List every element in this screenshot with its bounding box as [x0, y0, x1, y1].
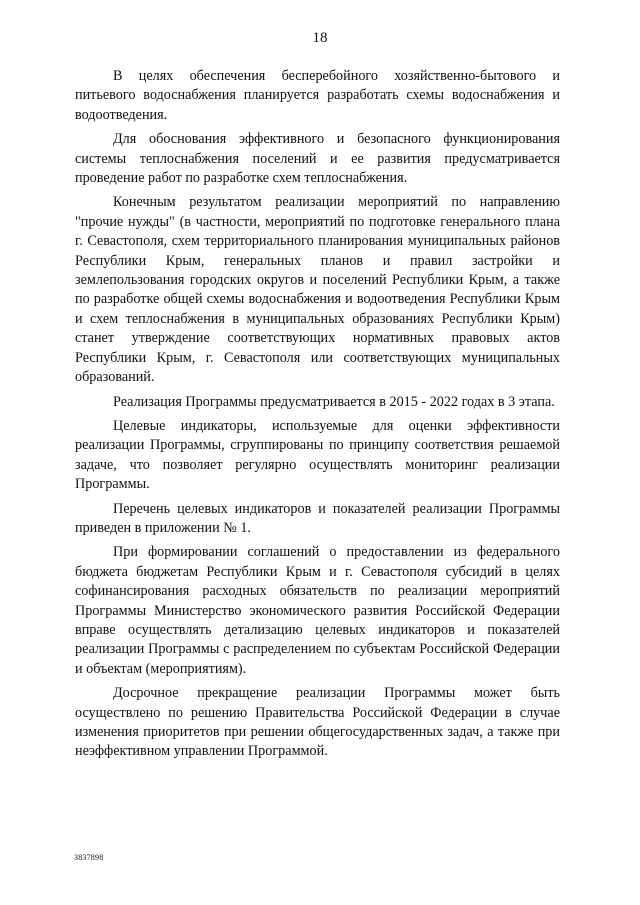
document-code: 3837898 [74, 853, 104, 862]
paragraph-heat-supply: Для обоснования эффективного и безопасного функционирования системы теплоснабжения поселений и ее развития предусматривается проведение работ по разработке схем теплоснабжения. [75, 131, 560, 187]
paragraph-subsidy-agreements: При формировании соглашений о предоставлении из федерального бюджета бюджетам Республики Крым и г. Севастополя субсидий в целях софинансирования расходных обязательств по реализации мероприятий Программы Министерство экономического развития Российской Федерации вправе осуществлять детализацию целевых индикаторов и показателей реализации Программы с распределением по субъектам Российской Федерации и объектам (мероприятиям). [75, 544, 560, 677]
paragraph-program-stages: Реализация Программы предусматривается в 2015 - 2022 годах в 3 этапа. [113, 393, 555, 410]
paragraph-water-supply: В целях обеспечения бесперебойного хозяйственно-бытового и питьевого водоснабжения планируется разработать схемы водоснабжения и водоотведения. [75, 68, 560, 123]
page-number: 18 [312, 30, 328, 46]
paragraph-target-indicators: Целевые индикаторы, используемые для оценки эффективности реализации Программы, сгруппированы по принципу соответствия решаемой задаче, что позволяет регулярно осуществлять мониторинг реализации Программы. [75, 417, 560, 493]
paragraph-final-result: Конечным результатом реализации мероприятий по направлению "прочие нужды" (в частности, мероприятий по подготовке генерального плана г. Севастополя, схем территориального планирования муниципальных районов Республики Крым, генеральных планов и правил застройки и землепользования городских округов и поселений Республики Крым, а также по разработке общей схемы водоснабжения и водоотведения Республики Крым и схем теплоснабжения в муниципальных образованиях Республики Крым) станет утверждение соответствующих нормативных правовых актов Республики Крым, г. Севастополя или соответствующих муниципальных образований. [75, 194, 560, 386]
paragraph-indicator-list: Перечень целевых индикаторов и показателей реализации Программы приведен в приложении № 1. [75, 500, 560, 536]
body-text [75, 67, 560, 767]
paragraph-early-termination: Досрочное прекращение реализации Программы может быть осуществлено по решению Правительства Российской Федерации в случае изменения приоритетов при решении общегосударственных задач, а также при неэффективном управлении Программой. [75, 685, 560, 760]
